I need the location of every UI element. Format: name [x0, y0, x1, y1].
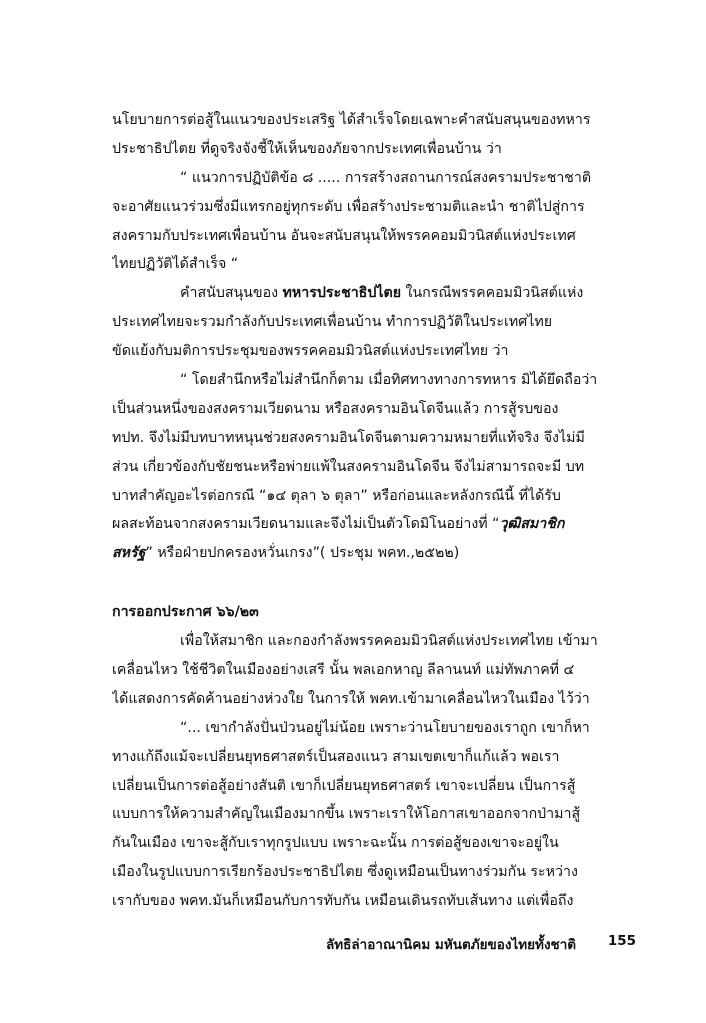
footer-title: ลัทธิล่าอาณานิคม มหันตภัยของไทยทั้งชาติ [326, 937, 577, 953]
text-line: เพื่อให้สมาชิก และกองกำลังพรรคคอมมิวนิสต์แห่งประเทศไทย เข้ามา [180, 633, 598, 650]
text-line [112, 279, 636, 308]
text-line: ทปท. จึงไม่มีบทบาทหนุนช่วยสงครามอินโดจีนตามความหมายที่แท้จริง จึงไม่มี [112, 429, 585, 446]
text-line: แบบการให้ความสำคัญในเมืองมากขึ้น เพราะเราให้โอกาสเขาออกจากป่ามาสู้ [112, 806, 581, 823]
text-line: เป็นส่วนหนึ่งของสงครามเวียดนาม หรือสงครามอินโดจีนแล้ว การสู้รบของ [112, 400, 559, 417]
page-number: 155 [607, 933, 636, 949]
section-heading: การออกประกาศ ๖๖/๒๓ [112, 604, 259, 621]
text-line: ส่วน เกี่ยวข้องกับชัยชนะหรือพ่ายแพ้ในสงครามอินโดจีน จึงไม่สามารถจะมี บท [112, 458, 585, 475]
text-line: ขัดแย้งกับมติการประชุมของพรรคคอมมิวนิสต์แห่งประเทศไทย ว่า [112, 343, 509, 360]
text-run: ในกรณีพรรคคอมมิวนิสต์แห่ง [401, 285, 584, 302]
text-line [112, 510, 636, 539]
section-gap [112, 568, 636, 598]
italic-term: วุฒิสมาชิก [499, 516, 565, 533]
text-line: สงครามกับประเทศเพื่อนบ้าน อันจะสนับสนุนให้พรรคคอมมิวนิสต์แห่งประเทศ [112, 227, 576, 244]
text-line: เปลี่ยนเป็นการต่อสู้อย่างสันติ เขาก็เปลี่ยนยุทธศาสตร์ เขาจะเปลี่ยน เป็นการสู้ [112, 777, 576, 794]
text-line: ไทยปฏิวัติได้สำเร็จ “ [112, 256, 239, 273]
text-run: ” หรือฝ่ายปกครองหวั่นเกรง”( ประชุม พคท.,๒๕๒๒) [145, 545, 460, 562]
text-line: กันในเมือง เขาจะสู้กับเราทุกรูปแบบ เพราะฉะนั้น การต่อสู้ของเขาจะอยู่ใน [112, 835, 559, 852]
text-line: เรากับของ พคท.มันก็เหมือนกับการทับกัน เหมือนเดินรถทับเส้นทาง แต่เพื่อถึง [112, 893, 574, 910]
bold-term: ทหารประชาธิปไตย [282, 285, 402, 302]
text-line: ได้แสดงการคัดค้านอย่างห่วงใย ในการให้ พคท.เข้ามาเคลื่อนไหวในเมือง ไว้ว่า [112, 690, 590, 707]
text-line: “ โดยสำนึกหรือไม่สำนึกก็ตาม เมื่อทิศทางทางการทหาร มิได้ยึดถือว่า [180, 372, 598, 389]
text-line: เมืองในรูปแบบการเรียกร้องประชาธิปไตย ซึ่งดูเหมือนเป็นทางร่วมกัน ระหว่าง [112, 864, 578, 881]
text-run: ผลสะท้อนจากสงครามเวียดนามและจึงไม่เป็นตัวโดมิโนอย่างที่ “ [112, 516, 500, 533]
italic-term: สหรัฐ [112, 545, 146, 562]
text-line: นโยบายการต่อสู้ในแนวของประเสริฐ ได้สำเร็จโดยเฉพาะคำสนับสนุนของทหาร [112, 112, 591, 128]
text-line: ทางแก้ถึงแม้จะเปลี่ยนยุทธศาสตร์เป็นสองแนว สามเขตเขาก็แก้แล้ว พอเรา [112, 748, 560, 765]
text-line: ประเทศไทยจะรวมกำลังกับประเทศเพื่อนบ้าน ทำการปฏิวัติในประเทศไทย [112, 314, 553, 331]
text-line: เคลื่อนไหว ใช้ชีวิตในเมืองอย่างเสรี นั้น พลเอกหาญ ลีลานนท์ แม่ทัพภาคที่ ๔ [112, 662, 575, 679]
text-line: จะอาศัยแนวร่วมซึ่งมีแทรกอยู่ทุกระดับ เพื่อสร้างประชามติและนำ ชาติไปสู่การ [112, 198, 585, 215]
text-line: ประชาธิปไตย ที่ดูจริงจังชี้ให้เห็นของภัยจากประเทศเพื่อนบ้าน ว่า [112, 140, 502, 157]
text-run: คำสนับสนุนของ [180, 285, 283, 302]
text-line: “... เขากำลังปั่นป่วนอยู่ไม่น้อย เพราะว่านโยบายของเราถูก เขาก็หา [180, 719, 590, 736]
text-line [112, 539, 636, 568]
text-line: “ แนวการปฏิบัติข้อ ๘ ..... การสร้างสถานการณ์สงครามประชาชาติ [180, 169, 592, 186]
page-footer [326, 933, 636, 955]
body-text [112, 106, 636, 916]
text-line: บาทสำคัญอะไรต่อกรณี “๑๔ ตุลา ๖ ตุลา” หรือก่อนและหลังกรณีนี้ ที่ได้รับ [112, 487, 561, 504]
